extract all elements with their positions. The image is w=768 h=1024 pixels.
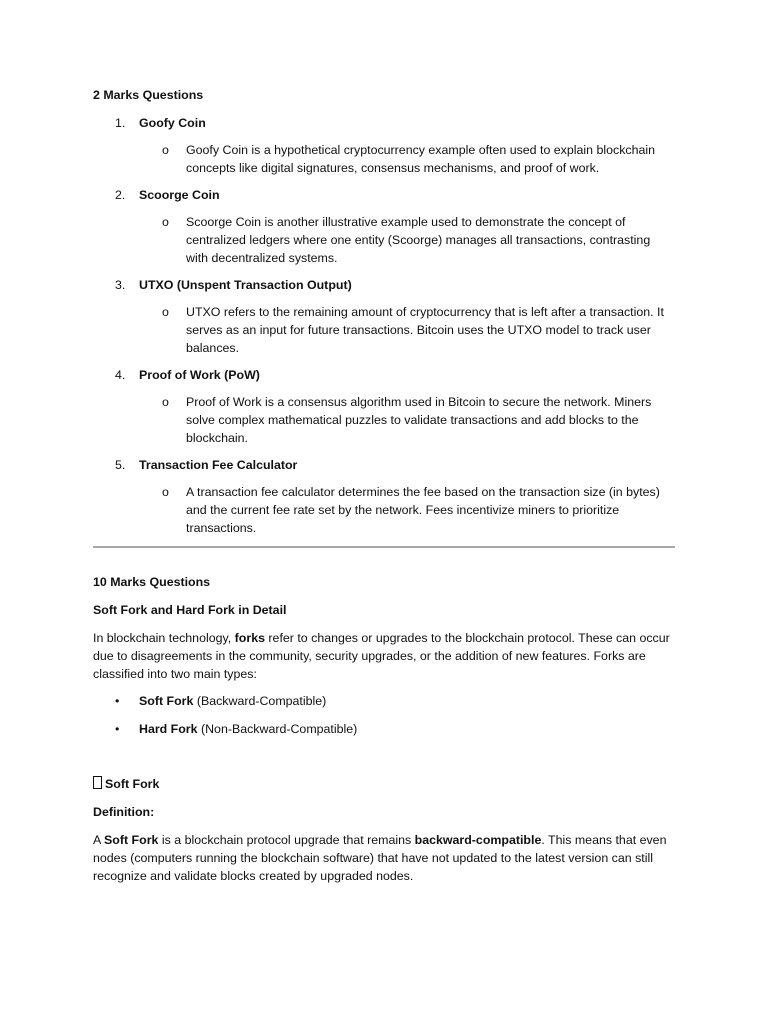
soft-fork-heading-text: Soft Fork — [105, 777, 160, 791]
item-description-text: Goofy Coin is a hypothetical cryptocurrency example often used to explain blockchain concepts like digital signatures, consensus mechanisms, and proof of work. — [186, 143, 656, 175]
item-title-text: UTXO (Unspent Transaction Output) — [139, 278, 352, 292]
fork-type-detail: (Non-Backward-Compatible) — [197, 722, 358, 736]
sub-bullet: o — [162, 143, 169, 157]
fork-type-name: Soft Fork — [139, 694, 194, 708]
list-item — [93, 456, 675, 537]
sub-bullet: o — [162, 215, 169, 229]
fork-types-list — [93, 692, 675, 738]
item-title — [93, 456, 675, 474]
soft-fork-heading — [93, 775, 675, 793]
item-number: 2. — [115, 188, 126, 202]
intro-text-start: In blockchain technology, — [93, 631, 235, 645]
item-description — [93, 393, 675, 447]
definition-text-3: . This means that even nodes (computers running the blockchain software) that have not updated to the latest version can still recognize and validate blocks created by upgraded nodes. — [93, 833, 667, 883]
list-item — [93, 186, 675, 267]
item-title-text: Transaction Fee Calculator — [139, 458, 298, 472]
item-number: 3. — [115, 278, 126, 292]
item-description — [93, 483, 675, 537]
sub-bullet: o — [162, 395, 169, 409]
item-number: 4. — [115, 368, 126, 382]
item-title — [93, 186, 675, 204]
item-description-text: UTXO refers to the remaining amount of cryptocurrency that is left after a transaction. It serves as an input for future transactions. Bitcoin uses the UTXO model to track user balances. — [186, 305, 664, 355]
item-number: 5. — [115, 458, 126, 472]
fork-type-detail: (Backward-Compatible) — [193, 694, 327, 708]
bullet-point: • — [115, 722, 120, 736]
intro-text-end: refer to changes or upgrades to the blockchain protocol. These can occur due to disagreements in the community, security upgrades, or the addition of new features. Forks are classified into two main types: — [93, 631, 670, 681]
list-item — [93, 276, 675, 357]
blank-line — [93, 748, 675, 775]
definition-bold-1: Soft Fork — [104, 833, 159, 847]
ten-marks-heading: 10 Marks Questions — [93, 575, 211, 589]
two-marks-heading: 2 Marks Questions — [93, 88, 204, 102]
item-title — [93, 114, 675, 132]
item-description — [93, 303, 675, 357]
item-description-text: A transaction fee calculator determines the fee based on the transaction size (in bytes) and the current fee rate set by the network. Fees incentivize miners to prioritize transactions. — [186, 485, 660, 535]
two-marks-list — [93, 114, 675, 537]
bullet-point: • — [115, 694, 120, 708]
item-description — [93, 213, 675, 267]
definition-label: Definition: — [93, 805, 155, 819]
item-title-text: Scoorge Coin — [139, 188, 220, 202]
list-item — [93, 366, 675, 447]
section-divider — [93, 546, 675, 548]
soft-fork-definition — [93, 831, 675, 885]
item-title — [93, 276, 675, 294]
fork-subheading: Soft Fork and Hard Fork in Detail — [93, 603, 287, 617]
intro-bold-forks: forks — [234, 631, 265, 645]
item-description — [93, 141, 675, 177]
definition-bold-2: backward-compatible — [414, 833, 542, 847]
item-description-text: Proof of Work is a consensus algorithm used in Bitcoin to secure the network. Miners solve complex mathematical puzzles to validate transactions and add blocks to the blockchain. — [186, 395, 652, 445]
forks-intro-paragraph — [93, 629, 675, 683]
item-title-text: Proof of Work (PoW) — [139, 368, 260, 382]
item-number: 1. — [115, 116, 126, 130]
missing-glyph-icon — [93, 776, 102, 789]
item-description-text: Scoorge Coin is another illustrative example used to demonstrate the concept of centralized ledgers where one entity (Scoorge) manages all transactions, contrasting with decentralized systems. — [186, 215, 651, 265]
list-item — [93, 692, 675, 710]
item-title — [93, 366, 675, 384]
document-page — [93, 86, 675, 894]
list-item — [93, 114, 675, 177]
fork-type-name: Hard Fork — [139, 722, 198, 736]
definition-text-1: A — [93, 833, 105, 847]
list-item — [93, 720, 675, 738]
item-title-text: Goofy Coin — [139, 116, 206, 130]
sub-bullet: o — [162, 485, 169, 499]
sub-bullet: o — [162, 305, 169, 319]
definition-text-2: is a blockchain protocol upgrade that remains — [158, 833, 415, 847]
